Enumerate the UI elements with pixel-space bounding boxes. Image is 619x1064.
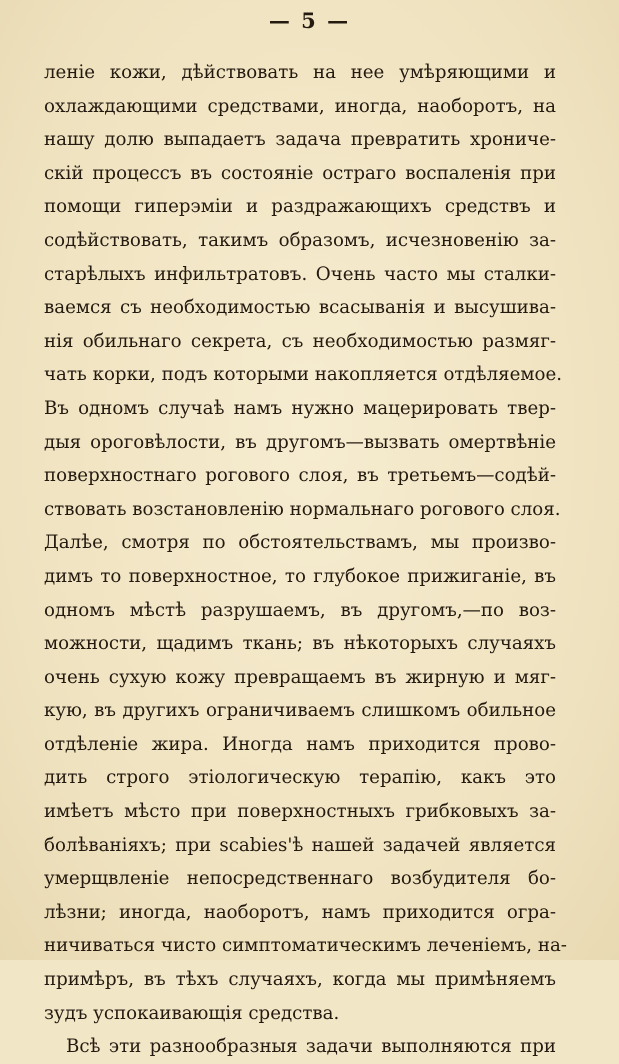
body-text (44, 56, 567, 1064)
text-line: отдѣленіе жира. Иногда намъ приходится прово- (44, 733, 556, 755)
text-line: нія обильнаго секрета, съ необходимостью размяг- (44, 330, 556, 352)
text-line: помощи гиперэміи и раздражающихъ средствъ и (44, 196, 556, 218)
text-line: дыя ороговѣлости, въ другомъ—вызвать омертвѣніе (44, 431, 556, 453)
text-line: охлаждающими средствами, иногда, наоборотъ, на (44, 95, 556, 117)
text-line: чать корки, подъ которыми накопляется отдѣляемое. (44, 364, 563, 386)
text-line: очень сухую кожу превращаемъ въ жирную и мяг- (44, 666, 556, 688)
text-line: содѣйствовать, такимъ образомъ, исчезновенію за- (44, 229, 556, 251)
text-line: поверхностнаго рогового слоя, въ третьемъ—содѣй- (44, 465, 556, 487)
text-line: примѣръ, въ тѣхъ случаяхъ, когда мы примѣняемъ (44, 969, 556, 991)
text-line: одномъ мѣстѣ разрушаемъ, въ другомъ,—по воз- (44, 599, 556, 621)
text-line: леніе кожи, дѣйствовать на нее умѣряющими и (44, 62, 556, 83)
text-line: Далѣе, смотря по обстоятельствамъ, мы произво- (44, 532, 556, 554)
text-line: старѣлыхъ инфильтратовъ. Очень часто мы сталки- (44, 263, 556, 285)
text-line: скій процессъ въ состояніе остраго воспаленія при (44, 162, 556, 184)
text-line: дить строго этіологическую терапію, какъ это (44, 767, 556, 789)
text-line: Въ одномъ случаѣ намъ нужно мацерировать твер- (44, 397, 556, 419)
text-line: кую, въ другихъ ограничиваемъ слишкомъ обильное (44, 700, 556, 722)
text-line: димъ то поверхностное, то глубокое прижиганіе, въ (44, 565, 556, 587)
text-line: ничиваться чисто симптоматическимъ леченіемъ, на- (44, 935, 567, 957)
text-line: нашу долю выпадаетъ задача превратить хрониче- (44, 129, 556, 151)
text-line: можности, щадимъ ткань; въ нѣкоторыхъ случаяхъ (44, 633, 556, 655)
text-line: ваемся съ необходимостью всасыванія и высушива- (44, 297, 556, 319)
page-number: — 5 — (268, 8, 351, 33)
paragraph-end-line: зудъ успокаивающія средства. (44, 1002, 340, 1024)
text-line: умерщвленіе непосредственнаго возбудителя бо- (44, 868, 556, 890)
text-line: имѣетъ мѣсто при поверхностныхъ грибковыхъ за- (44, 801, 556, 823)
text-line: болѣваніяхъ; при scabies'ѣ нашей задачей является (44, 834, 556, 856)
text-line: лѣзни; иногда, наоборотъ, намъ приходится огра- (44, 901, 556, 923)
text-line: ствовать возстановленію нормальнаго рогового слоя. (44, 498, 561, 520)
paragraph-start-line: Всѣ эти разнообразныя задачи выполняются при (66, 1036, 556, 1058)
